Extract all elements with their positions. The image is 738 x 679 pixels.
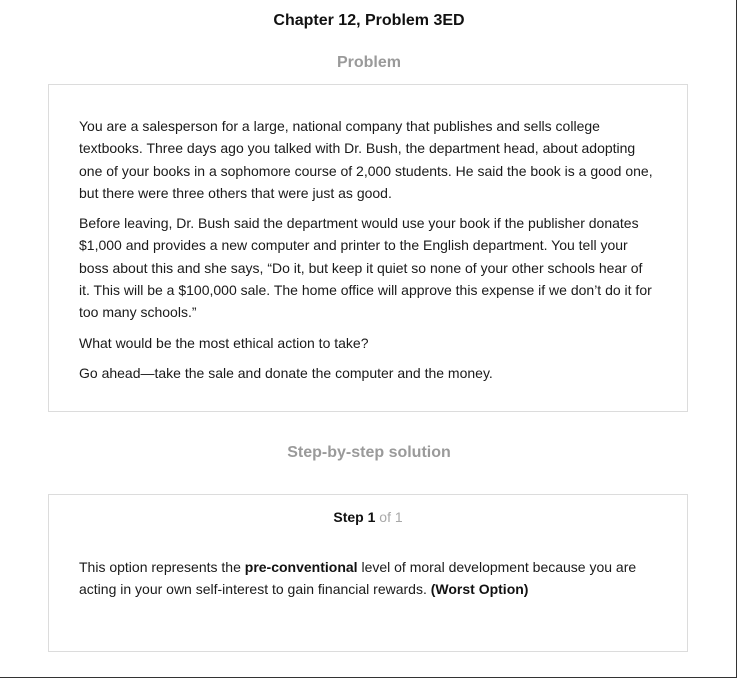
solution-verdict: (Worst Option): [430, 581, 529, 598]
solution-text-middle: level of moral development because you are acting in your own self-interest to gain financial rewards.: [79, 559, 637, 598]
step-indicator: [79, 509, 657, 525]
problem-heading: Problem: [336, 54, 401, 71]
solution-heading: Step-by-step solution: [287, 444, 451, 461]
step-total: of 1: [379, 509, 403, 525]
problem-card: [48, 84, 688, 412]
problem-question: What would be the most ethical action to take?: [79, 334, 369, 351]
step-number: 1: [367, 509, 376, 525]
chapter-title: Chapter 12, Problem 3ED: [273, 12, 465, 29]
problem-paragraph: Before leaving, Dr. Bush said the department would use your book if the publisher donates $1,000 and provides a new computer and printer to the English department. You tell your boss about this and she says, “Do it, but keep it quiet so none of your other schools hear of it. This will be a $100,000 sale. The home office will approve this expense if we don’t do it for too many schools.”: [79, 215, 652, 321]
solution-keyword: pre-conventional: [244, 559, 358, 575]
step-word: Step: [333, 509, 364, 525]
problem-option: Go ahead—take the sale and donate the computer and the money.: [79, 364, 493, 381]
solution-text: [79, 556, 657, 601]
solution-text-start: This option represents the: [79, 559, 245, 575]
solution-card: [48, 494, 688, 652]
problem-paragraph: You are a salesperson for a large, national company that publishes and sells college textbooks. Three days ago you talked with Dr. Bush, the department head, about adopting one of your books in a sophomore course of 2,000 students. He said the book is a good one, but there were three others that were just as good.: [79, 118, 653, 201]
